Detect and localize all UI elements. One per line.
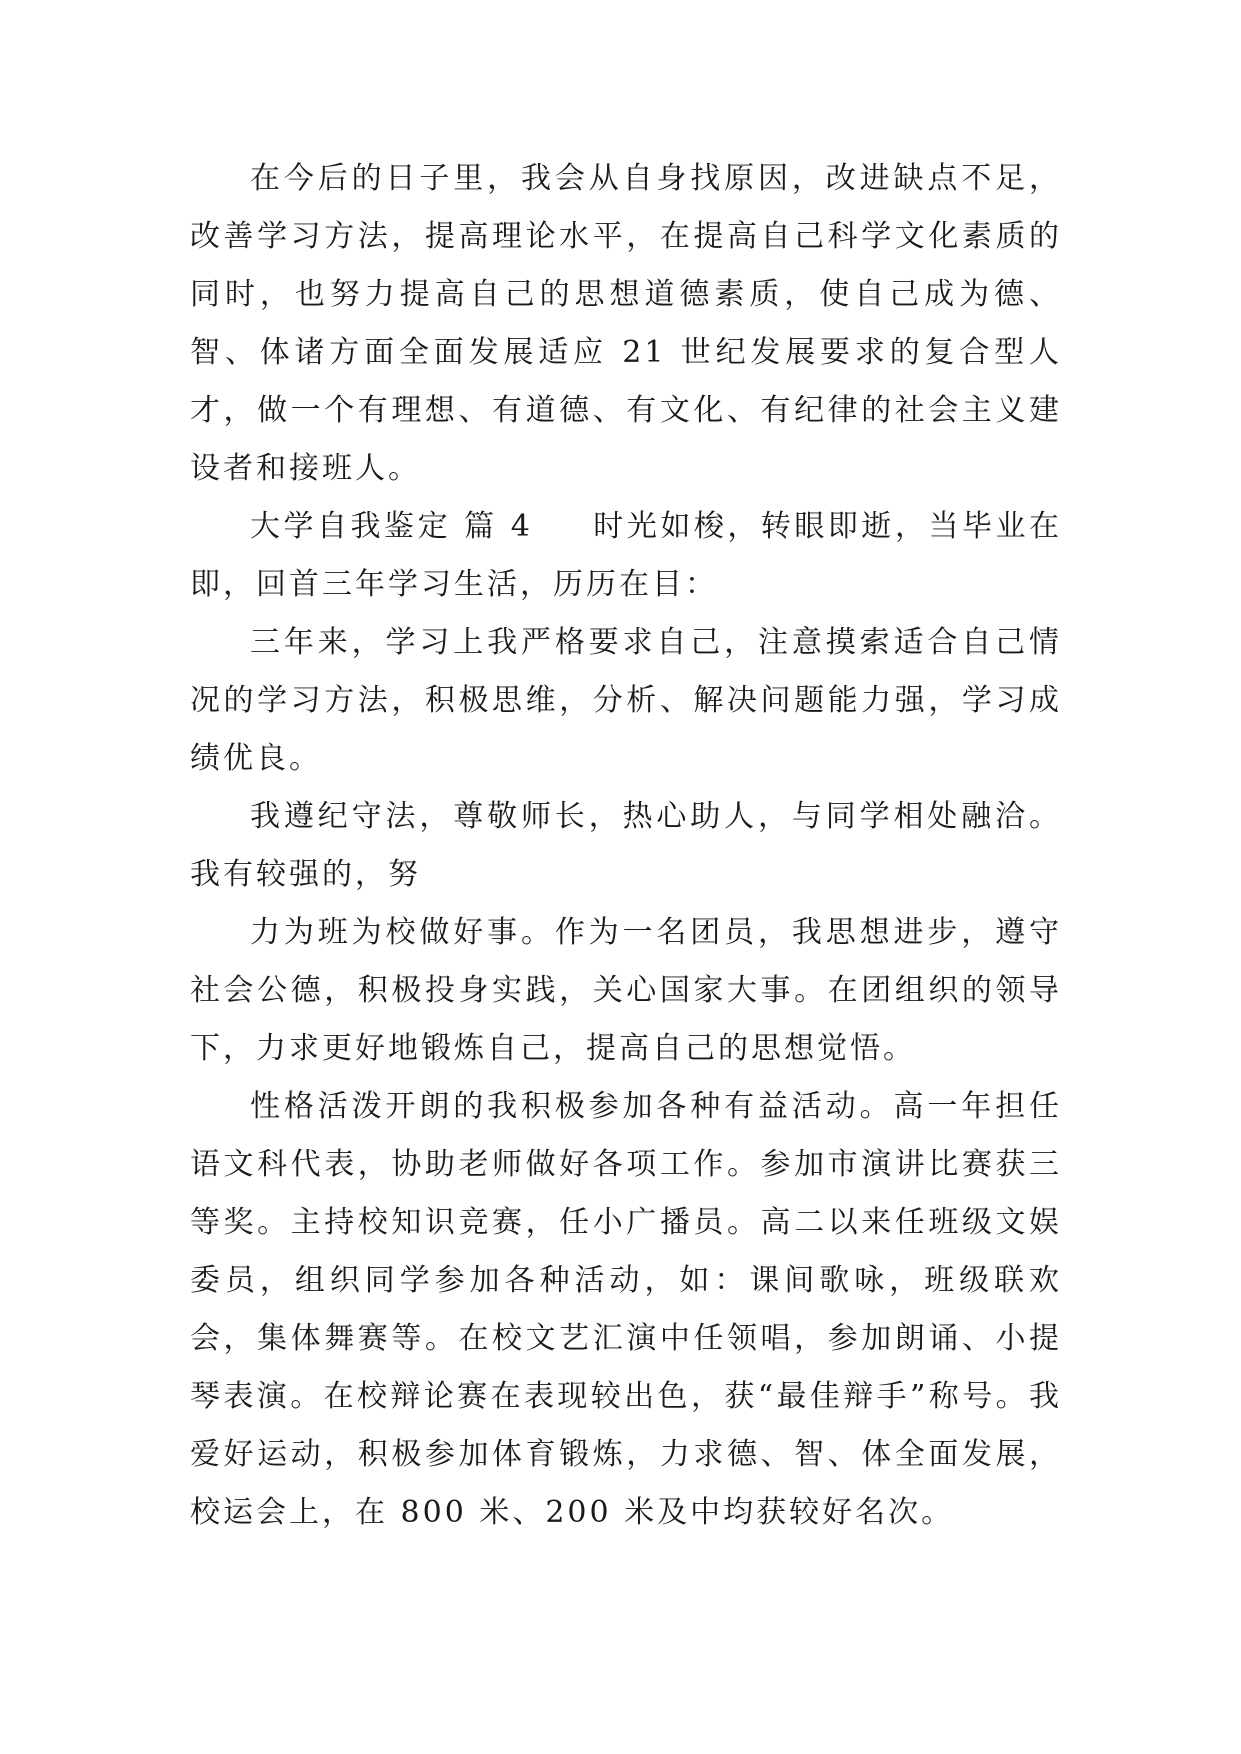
paragraph-study: 三年来，学习上我严格要求自己，注意摸索适合自己情况的学习方法，积极思维，分析、解决问题能力强，学习成绩优良。 [190, 625, 1062, 776]
paragraph-section-4-intro [190, 498, 1062, 614]
section-heading: 大学自我鉴定 篇 4 [250, 509, 533, 544]
paragraph-activities: 性格活泼开朗的我积极参加各种有益活动。高一年担任语文科代表，协助老师做好各项工作。参加市演讲比赛获三等奖。主持校知识竞赛，任小广播员。高二以来任班级文娱委员，组织同学参加各种活动，如：课间歌咏，班级联欢会，集体舞赛等。在校文艺汇演中任领唱，参加朗诵、小提琴表演。在校辩论赛在表现较出色，获“最佳辩手”称号。我爱好运动，积极参加体育锻炼，力求德、智、体全面发展，校运会上，在 800 米、200 米及中均获较好名次。 [190, 1089, 1062, 1530]
section-intro-text: 时光如梭，转眼即逝，当毕业在即，回首三年学习生活，历历在目： [190, 509, 1062, 602]
paragraph-conduct: 我遵纪守法，尊敬师长，热心助人，与同学相处融洽。我有较强的，努 [190, 799, 1062, 892]
paragraph-future-plans: 在今后的日子里，我会从自身找原因，改进缺点不足，改善学习方法，提高理论水平，在提高自己科学文化素质的同时，也努力提高自己的思想道德素质，使自己成为德、智、体诸方面全面发展适应 21 世纪发展要求的复合型人才，做一个有理想、有道德、有文化、有纪律的社会主义建设者和接班人。 [190, 161, 1062, 486]
paragraph-league-member: 力为班为校做好事。作为一名团员，我思想进步，遵守社会公德，积极投身实践，关心国家大事。在团组织的领导下，力求更好地锻炼自己，提高自己的思想觉悟。 [190, 915, 1062, 1066]
document-body [190, 150, 1062, 1542]
